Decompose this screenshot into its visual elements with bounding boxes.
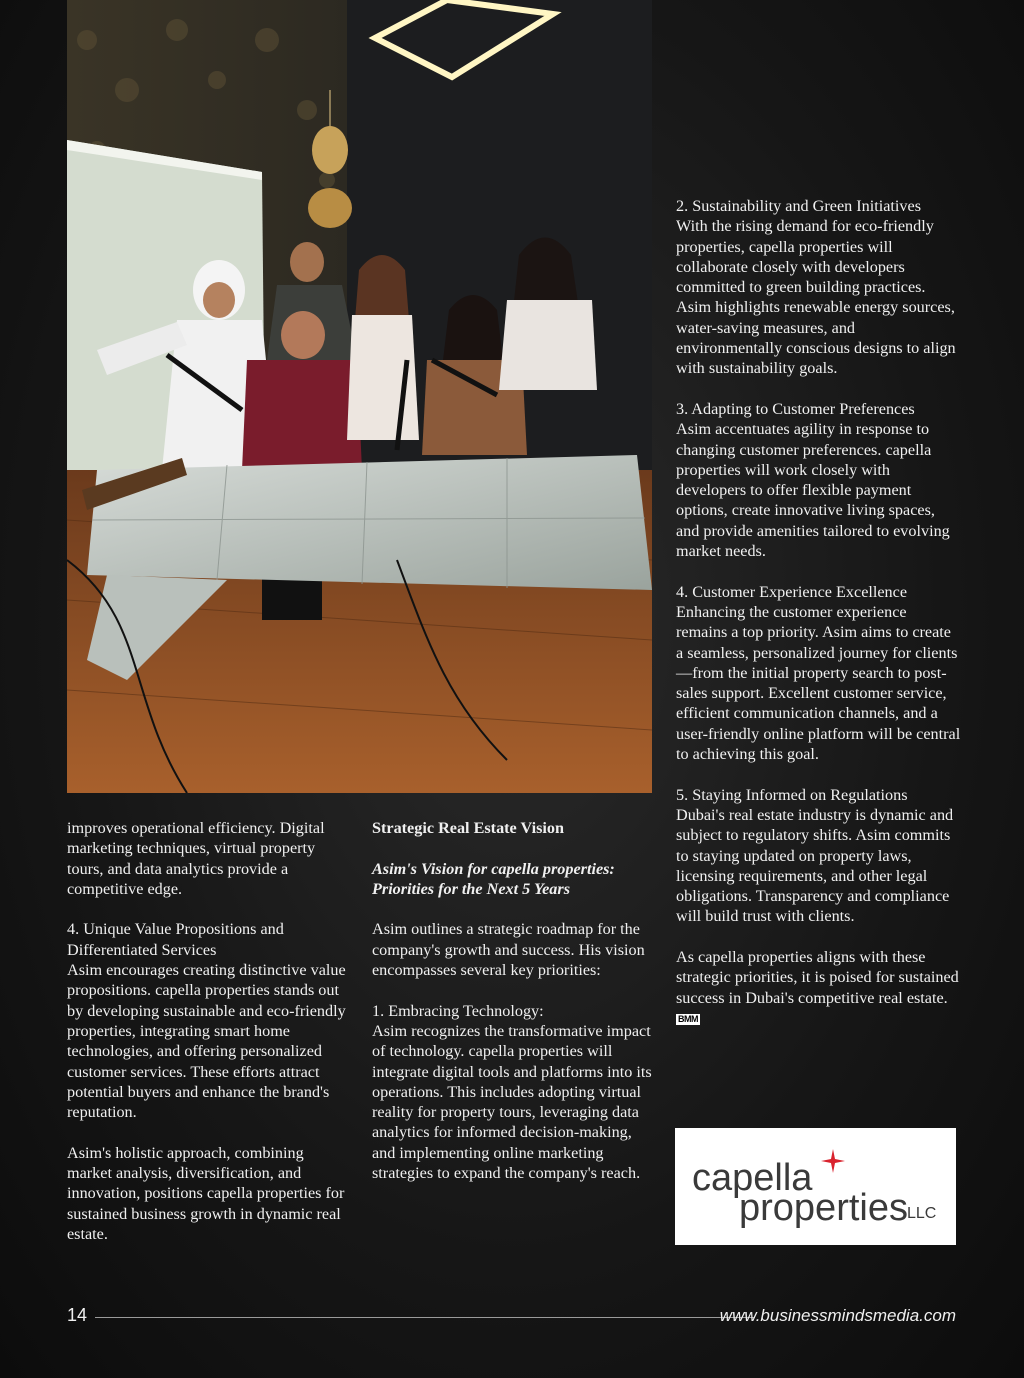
section-title: 2. Sustainability and Green Initiatives (676, 197, 922, 215)
article-column-1 (67, 818, 352, 1244)
section-body: Asim encourages creating distinctive value propositions. capella properties stands out by developing sustainable and eco-friendly properties, integrating smart home technologies, and offering personalized customer services. These efforts attract potential buyers and enhance the brand's reputation. (67, 961, 346, 1122)
section-block (676, 785, 961, 927)
section-body: Dubai's real estate industry is dynamic and subject to regulatory shifts. Asim commits to staying updated on property laws, licensing requirements, and other legal obligations. Transparency and compliance will build trust with clients. (676, 805, 954, 926)
logo-word-capella: capella (692, 1157, 813, 1199)
closing-text: As capella properties aligns with these strategic priorities, it is poised for sustained success in Dubai's competitive real estate. (676, 947, 959, 1007)
logo-star-icon (821, 1149, 845, 1173)
footer-divider (95, 1317, 755, 1318)
section-subheading: Asim's Vision for capella properties: Priorities for the Next 5 Years (372, 859, 615, 898)
article-column-2 (372, 818, 657, 1183)
capella-properties-logo (675, 1128, 956, 1245)
end-mark-logo: BMM (678, 1013, 698, 1024)
section-body: With the rising demand for eco-friendly properties, capella properties will collaborate closely with developers committed to green building practices. Asim highlights renewable energy sources, water-saving measures, and environmentally conscious designs to align with sustainability goals. (676, 217, 956, 378)
section-title: 3. Adapting to Customer Preferences (676, 399, 915, 418)
page-footer (67, 1305, 956, 1329)
section-title: 5. Staying Informed on Regulations (676, 785, 908, 804)
section-block (372, 1001, 657, 1184)
logo-word-properties: properties (739, 1187, 908, 1229)
website-url: www.businessmindsmedia.com (719, 1306, 956, 1325)
logo-suffix-llc: LLC (907, 1205, 937, 1222)
section-block (67, 919, 352, 1122)
section-block (676, 582, 961, 765)
section-block (676, 196, 961, 379)
section-title: 4. Unique Value Propositions and Differentiated Services (67, 920, 284, 959)
paragraph: Asim outlines a strategic roadmap for the company's growth and success. His vision encompasses several key priorities: (372, 920, 645, 980)
page-number: 14 (67, 1305, 88, 1325)
section-title: 1. Embracing Technology: (372, 1001, 544, 1020)
section-body: Asim recognizes the transformative impact of technology. capella properties will integrate digital tools and platforms into its operations. This includes adopting virtual reality for property tours, leveraging data analytics for informed decision-making, and implementing online marketing strategies to expand the company's reach. (372, 1021, 652, 1183)
section-heading: Strategic Real Estate Vision (372, 819, 564, 837)
podcast-group-photo (67, 0, 652, 793)
section-title: 4. Customer Experience Excellence (676, 582, 908, 601)
section-body: Enhancing the customer experience remains a top priority. Asim aims to create a seamless, personalized journey for clients—from the initial property search to post-sales support. Excellent customer service, efficient communication channels, and a user-friendly online platform will be central to achieving this goal. (676, 602, 961, 764)
paragraph: Asim's holistic approach, combining market analysis, diversification, and innovation, positions capella properties for sustained business growth in dynamic real estate. (67, 1143, 345, 1243)
section-block (676, 399, 961, 561)
closing-paragraph (676, 947, 961, 1028)
article-column-3 (676, 196, 961, 1028)
paragraph: improves operational efficiency. Digital marketing techniques, virtual property tours, and data analytics provide a competitive edge. (67, 819, 325, 898)
section-body: Asim accentuates agility in response to changing customer preferences. capella properties will work closely with developers to offer flexible payment options, create innovative living spaces, and provide amenities tailored to evolving market needs. (676, 420, 950, 561)
